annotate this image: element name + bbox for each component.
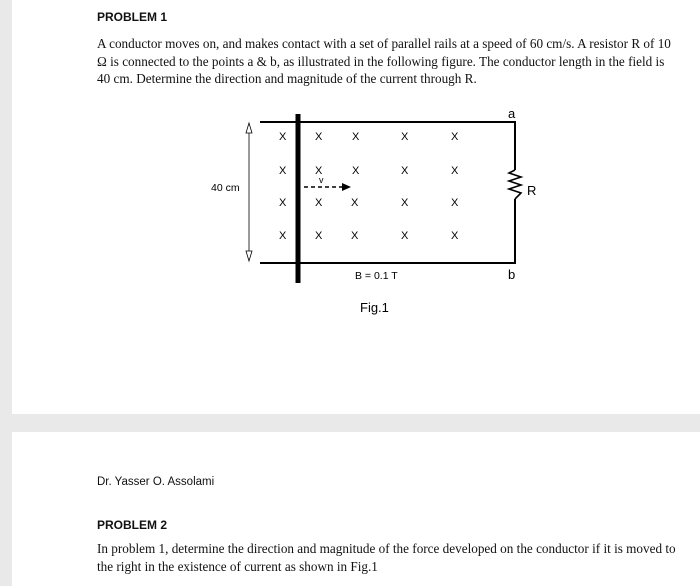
field-x-mark: X	[279, 131, 287, 143]
problem-2-heading: PROBLEM 2	[97, 518, 168, 532]
field-x-mark: X	[315, 230, 323, 242]
field-x-mark: X	[401, 131, 409, 143]
problem-1-heading: PROBLEM 1	[97, 10, 168, 24]
length-label: 40 cm	[211, 182, 240, 194]
field-label: B = 0.1 T	[355, 270, 398, 282]
field-x-mark: X	[401, 165, 409, 177]
label-a: a	[508, 106, 516, 121]
circuit	[246, 114, 521, 283]
field-x-mark: X	[401, 230, 409, 242]
field-x-mark: X	[279, 230, 287, 242]
field-x-mark: X	[351, 230, 359, 242]
dimension-arrow-top	[246, 123, 252, 133]
author-name: Dr. Yasser O. Assolami	[97, 476, 215, 488]
field-x-mark: X	[315, 197, 323, 209]
resistor-zigzag	[509, 170, 521, 199]
field-x-mark: X	[351, 197, 359, 209]
dimension-arrow-bottom	[246, 251, 252, 261]
field-x-mark: X	[352, 131, 360, 143]
figure-caption: Fig.1	[360, 300, 389, 315]
field-x-mark: X	[315, 131, 323, 143]
conductor-rails-figure	[12, 0, 700, 414]
field-x-mark: X	[451, 197, 459, 209]
problem-2-text: In problem 1, determine the direction and magnitude of the force developed on the conductor if it is moved to the right in the existence of current as shown in Fig.1	[97, 541, 676, 574]
field-x-mark: X	[401, 197, 409, 209]
field-x-mark: X	[279, 165, 287, 177]
field-x-mark: X	[279, 197, 287, 209]
velocity-arrow-head	[342, 183, 351, 191]
label-r: R	[527, 183, 537, 198]
field-x-mark: X	[352, 165, 360, 177]
page-one	[12, 0, 700, 414]
field-x-mark: X	[451, 230, 459, 242]
field-x-mark: X	[451, 131, 459, 143]
field-x-mark: X	[315, 165, 323, 177]
problem-1-text: A conductor moves on, and makes contact with a set of parallel rails at a speed of 60 cm/s. A resistor R of 10 Ω is connected to the points a & b, as illustrated in the following figure. The conductor length in the field is 40 cm. Determine the direction and magnitude of the current through R.	[97, 36, 671, 86]
label-v: v	[319, 175, 324, 185]
label-b: b	[508, 267, 516, 282]
page-two	[12, 432, 700, 586]
field-x-mark: X	[451, 165, 459, 177]
